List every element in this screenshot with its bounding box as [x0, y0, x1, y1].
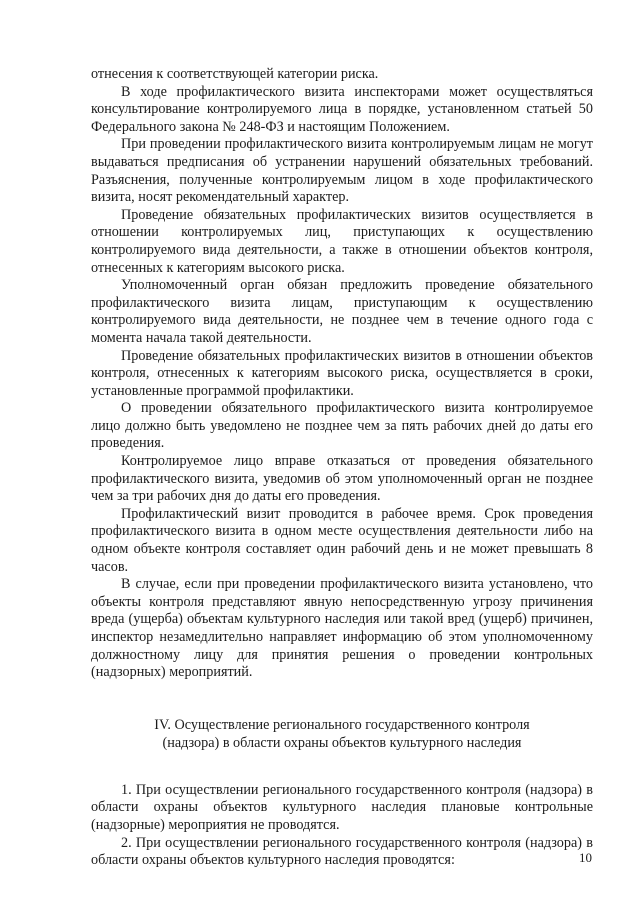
paragraph: Проведение обязательных профилактических визитов в отношении объектов контроля, отнесенных к категориям высокого риска, осуществляется в сроки, установленные программой профилактики. [91, 347, 593, 399]
paragraph-item-1: 1. При осуществлении регионального государственного контроля (надзора) в области охраны объектов культурного наследия плановые контрольные (надзорные) мероприятия не проводятся. [91, 781, 593, 833]
paragraph: О проведении обязательного профилактического визита контролируемое лицо должно быть уведомлено не позднее чем за пять рабочих дней до даты его проведения. [91, 400, 593, 452]
paragraph: В ходе профилактического визита инспекторами может осуществляться консультирование контролируемого лица в порядке, установленном статьей 50 Федерального закона № 248-ФЗ и настоящим Положением. [91, 83, 593, 135]
section-heading [91, 716, 593, 752]
page-number: 10 [579, 850, 592, 865]
paragraph: Уполномоченный орган обязан предложить проведение обязательного профилактического визита лицам, приступающим к осуществлению контролируемого вида деятельности, не позднее чем в течение одного года с момента начала такой деятельности. [91, 277, 593, 346]
paragraph: При проведении профилактического визита контролируемым лицам не могут выдаваться предписания об устранении нарушений обязательных требований. Разъяснения, полученные контролируемым лицом в ходе профилактического визита, носят рекомендательный характер. [91, 136, 593, 206]
paragraph-item-2: 2. При осуществлении регионального государственного контроля (надзора) в области охраны объектов культурного наследия проводятся: [91, 834, 593, 869]
section-heading-line-2: (надзора) в области охраны объектов культурного наследия [162, 734, 522, 751]
paragraph: Профилактический визит проводится в рабочее время. Срок проведения профилактического визита в одном месте осуществления деятельности либо на одном объекте контроля составляет один рабочий день и не может превышать 8 часов. [91, 505, 593, 575]
paragraph: В случае, если при проведении профилактического визита установлено, что объекты контроля представляют явную непосредственную угрозу причинения вреда (ущерба) объектам культурного наследия или такой вред (ущерб) причинен, инспектор незамедлительно направляет информацию об этом уполномоченному должностному лицу для принятия решения о проведении контрольных (надзорных) мероприятий. [91, 576, 593, 681]
paragraph-continuation: отнесения к соответствующей категории риска. [91, 66, 379, 82]
paragraph: Проведение обязательных профилактических визитов осуществляется в отношении контролируемых лиц, приступающих к осуществлению контролируемого вида деятельности, а также в отношении объектов контроля, отнесенных к категориям высокого риска. [91, 206, 593, 276]
paragraph: Контролируемое лицо вправе отказаться от проведения обязательного профилактического визита, уведомив об этом уполномоченный орган не позднее чем за три рабочих дня до даты его проведения. [91, 453, 593, 505]
section-heading-line-1: IV. Осуществление регионального государственного контроля [154, 716, 530, 733]
